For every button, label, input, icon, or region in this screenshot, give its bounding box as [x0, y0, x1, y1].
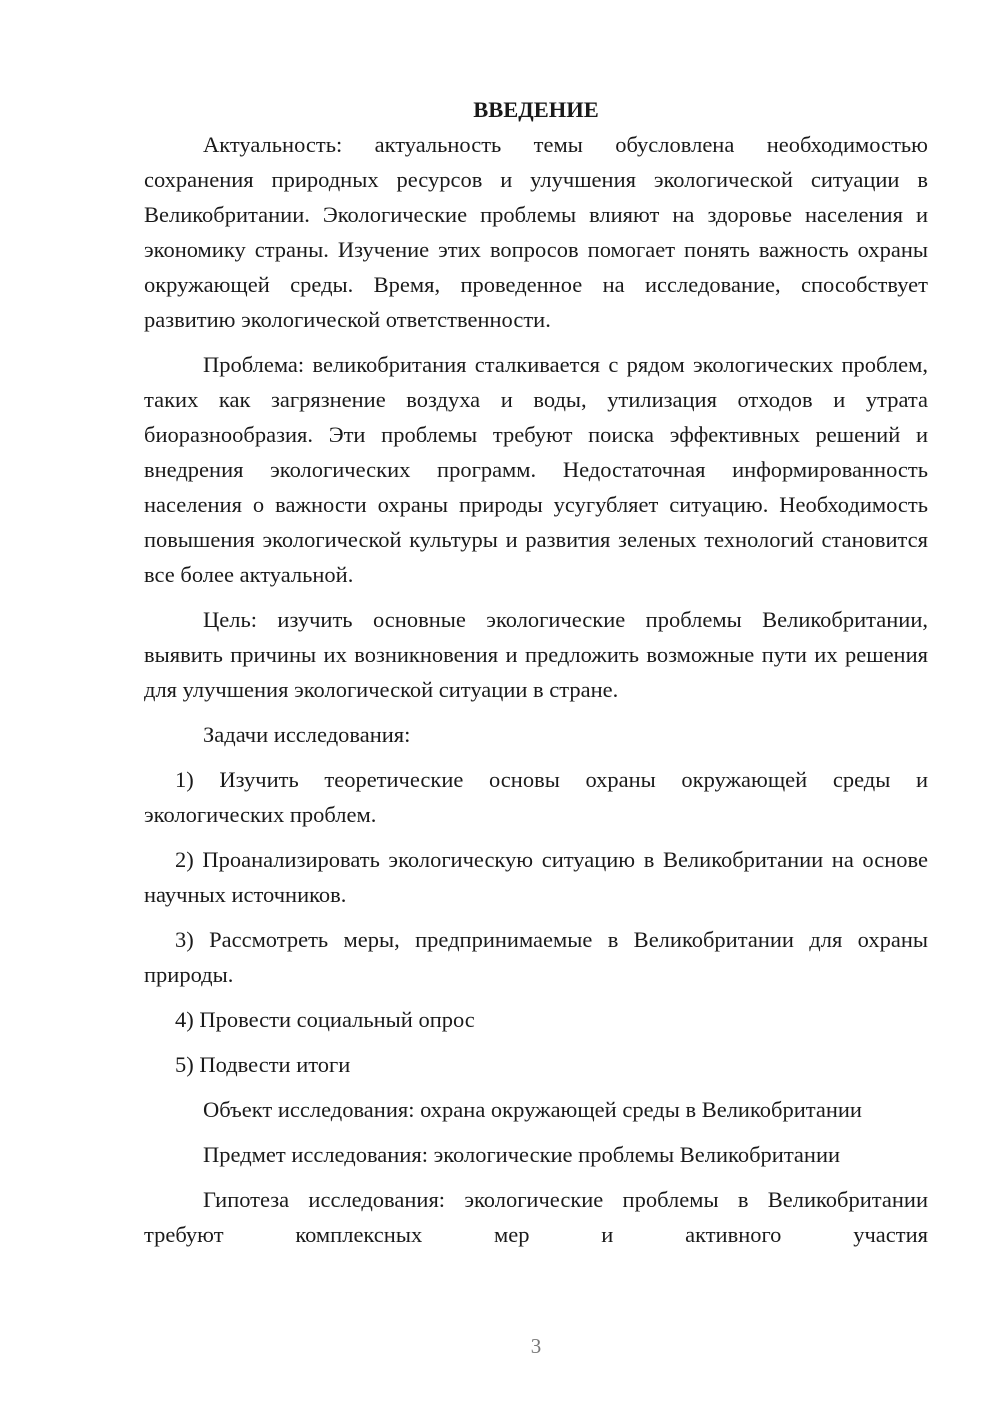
paragraph-object: Объект исследования: охрана окружающей среды в Великобритании	[203, 1097, 862, 1122]
section-heading: ВВЕДЕНИЕ	[473, 97, 599, 122]
paragraph-problem: Проблема: великобритания сталкивается с рядом экологических проблем, таких как загрязнение воздуха и воды, утилизация отходов и утрата биоразнообразия. Эти проблемы требуют поиска эффективных решений и внедрения экологических программ. Недостаточная информированность населения о важности охраны природы усугубляет ситуацию. Необходимость повышения экологической культуры и развития зеленых технологий становится все более актуальной.	[144, 352, 928, 587]
paragraph-goal: Цель: изучить основные экологические проблемы Великобритании, выявить причины их возникновения и предложить возможные пути их решения для улучшения экологической ситуации в стране.	[144, 607, 928, 702]
task-item-4: 4) Провести социальный опрос	[175, 1007, 475, 1032]
paragraph-relevance: Актуальность: актуальность темы обусловлена необходимостью сохранения природных ресурсов и улучшения экологической ситуации в Великобритании. Экологические проблемы влияют на здоровье населения и экономику страны. Изучение этих вопросов помогает понять важность охраны окружающей среды. Время, проведенное на исследование, способствует развитию экологической ответственности.	[144, 132, 928, 332]
task-item-2: 2) Проанализировать экологическую ситуацию в Великобритании на основе научных источников.	[144, 847, 928, 907]
task-item-5: 5) Подвести итоги	[175, 1052, 351, 1077]
task-item-3: 3) Рассмотреть меры, предпринимаемые в Великобритании для охраны природы.	[144, 927, 928, 987]
page-content	[144, 92, 928, 1262]
page-number: 3	[530, 1334, 542, 1358]
task-item-1: 1) Изучить теоретические основы охраны окружающей среды и экологических проблем.	[144, 767, 928, 827]
paragraph-subject: Предмет исследования: экологические проблемы Великобритании	[203, 1142, 841, 1167]
paragraph-hypothesis: Гипотеза исследования: экологические проблемы в Великобритании требуют комплексных мер и активного участия	[144, 1187, 928, 1247]
tasks-intro: Задачи исследования:	[203, 722, 411, 747]
